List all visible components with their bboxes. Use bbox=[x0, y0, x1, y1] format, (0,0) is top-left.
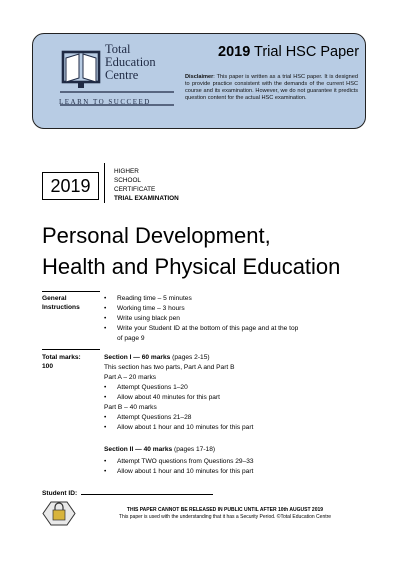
divider-rule bbox=[42, 291, 100, 292]
part-b-heading: Part B – 40 marks bbox=[104, 404, 157, 411]
list-item: • Attempt Questions 21–28 bbox=[104, 413, 324, 423]
section1-heading: Section I — 60 marks (pages 2-15) bbox=[104, 354, 210, 361]
logo-wordmark: Total Education Centre bbox=[105, 42, 156, 82]
list-item: • Allow about 1 hour and 10 minutes for this part bbox=[104, 467, 344, 477]
list-item: • Reading time – 5 minutes bbox=[104, 294, 304, 304]
total-marks-label: Total marks: 100 bbox=[42, 354, 81, 370]
part-a-list bbox=[104, 383, 324, 403]
list-item: • Attempt Questions 1–20 bbox=[104, 383, 324, 393]
section2-list bbox=[104, 457, 344, 477]
general-instructions-label: General Instructions bbox=[42, 295, 80, 311]
header-banner bbox=[32, 33, 366, 129]
general-instructions-list bbox=[104, 294, 304, 344]
disclaimer: Disclaimer: This paper is written as a trial HSC paper. It is designed to provide practice consistent with the demands of the current HSC course and its examination. However, we do not guarantee it predicts question content for the actual HSC examination. bbox=[185, 74, 358, 101]
list-item: • Working time – 3 hours bbox=[104, 304, 304, 314]
student-id-field[interactable]: Student ID: bbox=[42, 489, 213, 497]
list-item: • Write using black pen bbox=[104, 314, 304, 324]
subject-title: Personal Development, Health and Physical Education bbox=[42, 223, 341, 279]
list-item: • Attempt TWO questions from Questions 29–33 bbox=[104, 457, 344, 467]
part-a-heading: Part A – 20 marks bbox=[104, 374, 157, 381]
part-b-list bbox=[104, 413, 324, 433]
section2-heading: Section II — 40 marks (pages 17-18) bbox=[104, 446, 216, 453]
list-item: • Write your Student ID at the bottom of this page and at the top of page 9 bbox=[104, 324, 304, 344]
logo-tagline: LEARN TO SUCCEED bbox=[59, 98, 151, 106]
release-notice: THIS PAPER CANNOT BE RELEASED IN PUBLIC UNTIL AFTER 10th AUGUST 2019 This paper is used with the understanding that it has a Security Period. ©Total Education Centre bbox=[118, 507, 332, 520]
list-item: • Allow about 1 hour and 10 minutes for this part bbox=[104, 423, 324, 433]
divider-rule bbox=[42, 349, 100, 350]
paper-title: 2019 Trial HSC Paper bbox=[218, 44, 360, 60]
exam-year: 2019 bbox=[42, 172, 99, 200]
security-seal-icon bbox=[42, 501, 76, 526]
list-item: • Allow about 40 minutes for this part bbox=[104, 393, 324, 403]
divider-vertical bbox=[104, 163, 105, 203]
section1-description: This section has two parts, Part A and Part B bbox=[104, 364, 235, 371]
student-id-line[interactable] bbox=[81, 489, 213, 495]
hsc-heading: HIGHER SCHOOL CERTIFICATE TRIAL EXAMINATION bbox=[114, 168, 179, 202]
